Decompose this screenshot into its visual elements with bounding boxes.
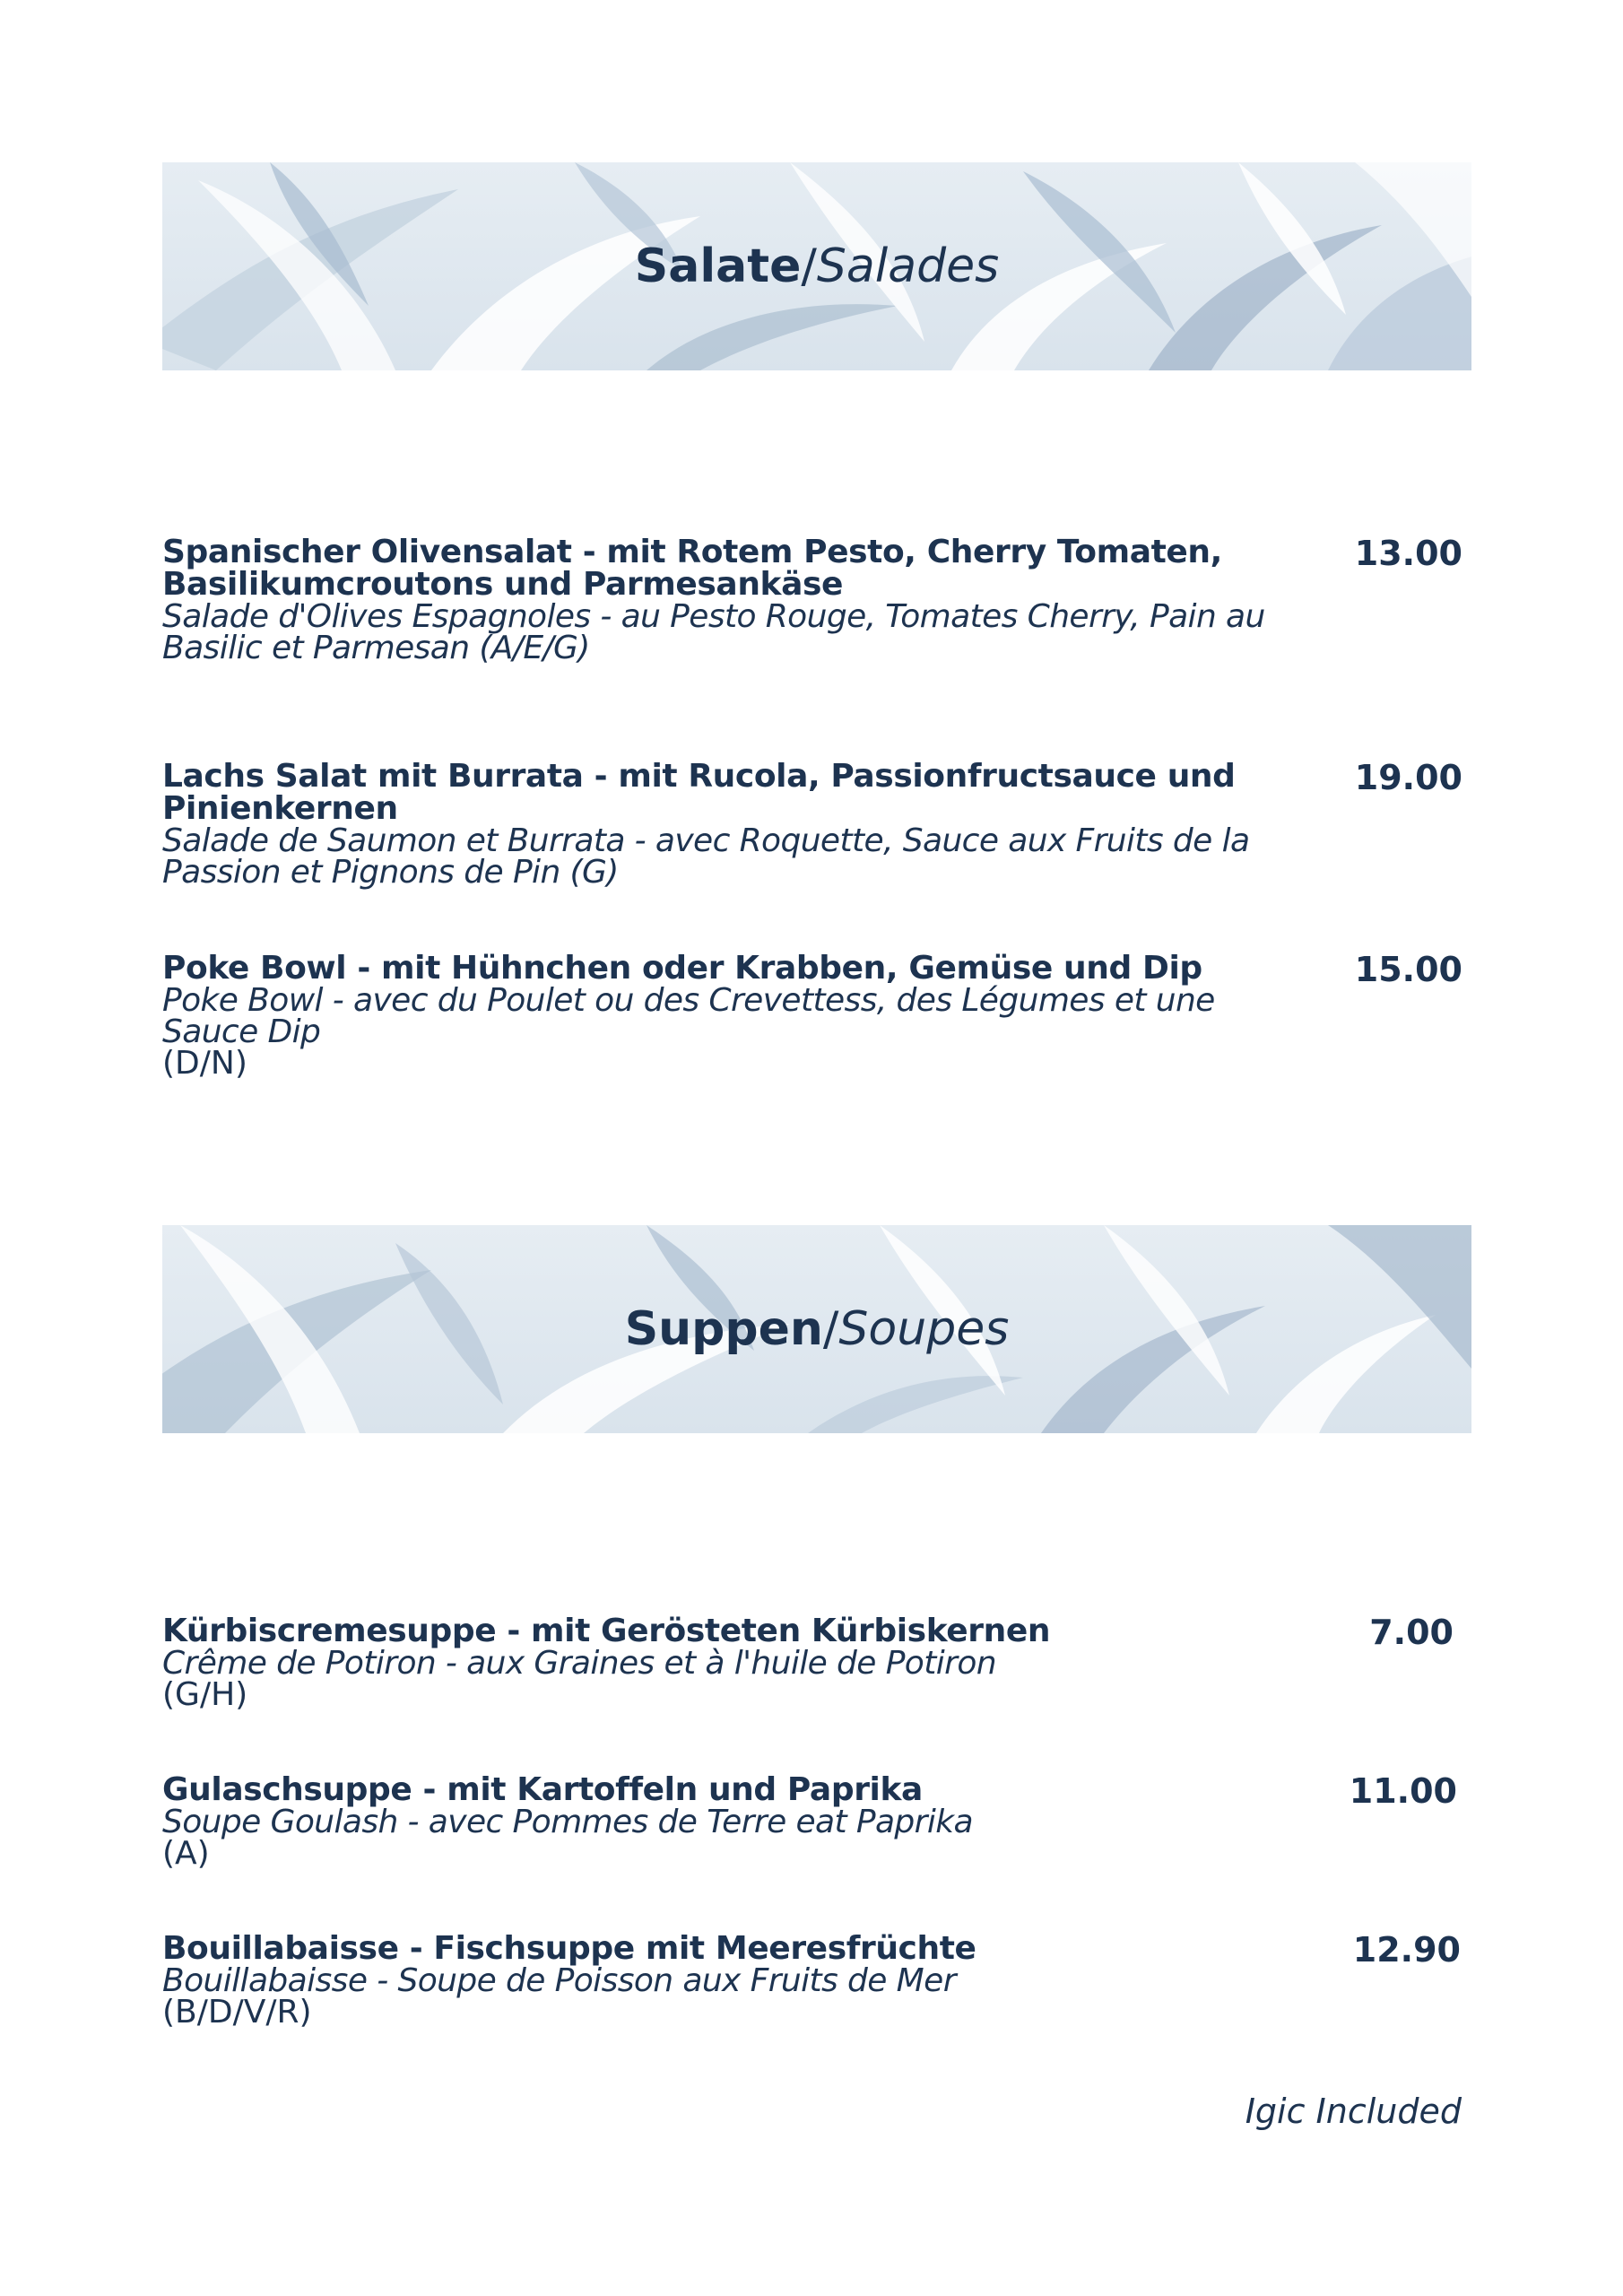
menu-item-name-fr	[162, 598, 1310, 666]
menu-item-description	[162, 950, 1310, 1082]
menu-item	[162, 1613, 1471, 1713]
salads-header-banner	[162, 162, 1471, 370]
menu-item-name-de: Poke Bowl - mit Hühnchen oder Krabben, Gemüse und Dip	[162, 950, 1202, 987]
menu-item-name-de: Gulaschsuppe - mit Kartoffeln und Paprika	[162, 1771, 923, 1808]
section-title-soups	[162, 1225, 1471, 1433]
menu-item-fr-text: Salade d'Olives Espagnoles - au Pesto Rouge, Tomates Cherry, Pain au Basilic et Parmesan	[162, 598, 1265, 666]
menu-item-allergens: (D/N)	[162, 1045, 247, 1082]
tax-note: Igic Included	[1245, 2092, 1462, 2131]
menu-item-name-de: Bouillabaisse - Fischsuppe mit Meeresfrüchte	[162, 1930, 976, 1967]
menu-item-allergens: (A/E/G)	[479, 630, 590, 666]
menu-item-description	[162, 1613, 1310, 1713]
menu-item-price: 11.00	[1349, 1771, 1457, 1811]
menu-item-name-fr: Soupe Goulash - avec Pommes de Terre eat Paprika	[162, 1804, 973, 1840]
menu-item-description	[162, 1930, 1310, 2031]
menu-item	[162, 758, 1471, 891]
menu-item-name-de: Lachs Salat mit Burrata - mit Rucola, Passionfructsauce und Pinienkernen	[162, 758, 1236, 827]
menu-item-allergens: (B/D/V/R)	[162, 1994, 312, 2031]
section-title-de: Suppen	[624, 1302, 823, 1356]
section-title-de: Salate	[634, 239, 802, 293]
section-title-fr: Salades	[816, 239, 1000, 293]
menu-item	[162, 536, 1471, 664]
menu-item-name-de: Spanischer Olivensalat - mit Rotem Pesto, Cherry Tomaten, Basilikumcroutons und Parmesankäse	[162, 534, 1222, 603]
menu-item-fr-text: Salade de Saumon et Burrata - avec Roquette, Sauce aux Fruits de la Passion et Pignons de Pin	[162, 822, 1250, 891]
section-title-separator: /	[822, 1302, 839, 1356]
menu-item-name-fr	[162, 822, 1310, 891]
menu-item-price: 15.00	[1354, 950, 1462, 989]
menu-item-price: 7.00	[1369, 1613, 1454, 1652]
soups-header-banner	[162, 1225, 1471, 1433]
menu-item-name-de: Kürbiscremesuppe - mit Gerösteten Kürbiskernen	[162, 1613, 1051, 1649]
menu-item-price: 12.90	[1352, 1930, 1461, 1970]
menu-item-name-fr: Crême de Potiron - aux Graines et à l'huile de Potiron	[162, 1645, 996, 1682]
section-title-separator: /	[801, 239, 817, 293]
menu-item-price: 19.00	[1354, 758, 1462, 797]
menu-item	[162, 1771, 1471, 1872]
menu-item	[162, 950, 1471, 1082]
menu-item-description	[162, 1771, 1310, 1872]
section-title-salads	[162, 162, 1471, 370]
menu-item-name-fr: Bouillabaisse - Soupe de Poisson aux Fruits de Mer	[162, 1962, 956, 1999]
menu-item-price: 13.00	[1354, 534, 1462, 573]
menu-item-allergens: (G/H)	[162, 1676, 248, 1713]
menu-item-description	[162, 536, 1310, 664]
menu-item	[162, 1930, 1471, 2031]
menu-item-allergens: (G)	[569, 854, 619, 891]
menu-item-name-fr: Poke Bowl - avec du Poulet ou des Crevettess, des Légumes et une Sauce Dip	[162, 982, 1215, 1050]
menu-item-allergens: (A)	[162, 1835, 210, 1872]
section-title-fr: Soupes	[838, 1302, 1010, 1356]
menu-item-description	[162, 758, 1310, 891]
